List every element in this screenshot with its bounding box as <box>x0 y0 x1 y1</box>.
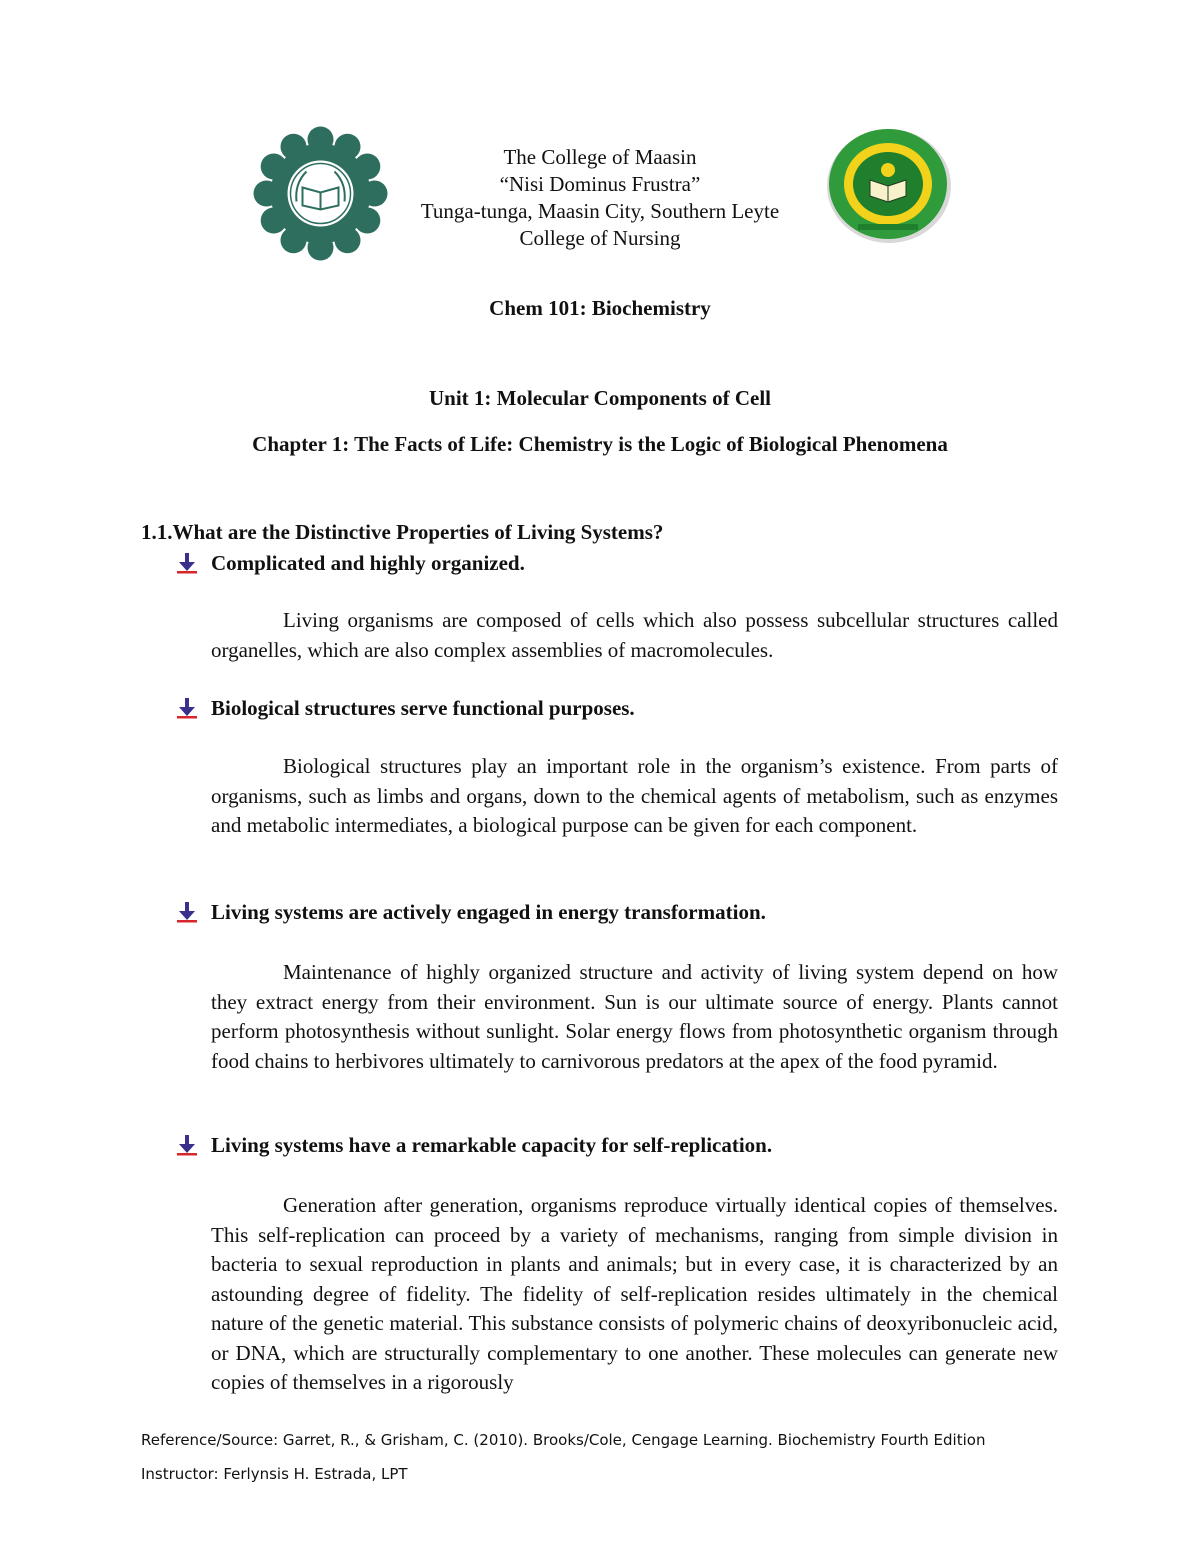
gear-seal-icon <box>253 126 388 261</box>
property-title: Biological structures serve functional purposes. <box>211 696 635 720</box>
property-title: Complicated and highly organized. <box>211 551 525 575</box>
property-paragraph: Generation after generation, organisms reproduce virtually identical copies of themselves. This self-replication can proceed by a variety of mechanisms, ranging from simple division in bacteria to sexual reproduction in plants and animals; but in every case, it is characterized by an astounding degree of fidelity. The fidelity of self-replication resides ultimately in the chemical nature of the genetic material. This substance consists of polymeric chains of deoxyribonucleic acid, or DNA, which are structurally complementary to one another. These molecules can generate new copies of themselves in a rigorously <box>211 1193 1058 1394</box>
course-title: Chem 101: Biochemistry <box>489 296 711 320</box>
section-heading: 1.1.What are the Distinctive Properties of Living Systems? <box>141 520 664 544</box>
arrow-down-bullet-icon <box>176 1134 198 1156</box>
property-paragraph: Living organisms are composed of cells which also possess subcellular structures called organelles, which are also complex assemblies of macromolecules. <box>211 608 1058 662</box>
college-address: Tunga-tunga, Maasin City, Southern Leyte <box>420 199 780 223</box>
property-paragraph: Biological structures play an important role in the organism’s existence. From parts of organisms, such as limbs and organs, down to the chemical agents of metabolism, such as enzymes and metabolic intermediates, a biological purpose can be given for each component. <box>211 754 1058 837</box>
property-title: Living systems have a remarkable capacity for self-replication. <box>211 1133 773 1157</box>
college-seal-right-logo <box>824 126 954 244</box>
college-seal-left-logo <box>253 126 388 261</box>
arrow-down-bullet-icon <box>176 697 198 719</box>
property-bullet <box>176 900 766 925</box>
book-seal-icon <box>824 126 954 244</box>
college-name: The College of Maasin <box>503 145 697 169</box>
arrow-down-bullet-icon <box>176 552 198 574</box>
institution-header <box>380 144 820 252</box>
reference-footer: Reference/Source: Garret, R., & Grisham, C. (2010). Brooks/Cole, Cengage Learning. Biochemistry Fourth Edition <box>141 1431 986 1449</box>
instructor-footer: Instructor: Ferlynsis H. Estrada, LPT <box>141 1465 408 1483</box>
property-bullet <box>176 1133 772 1158</box>
college-motto: “Nisi Dominus Frustra” <box>499 172 701 196</box>
department-name: College of Nursing <box>519 226 681 250</box>
property-title: Living systems are actively engaged in energy transformation. <box>211 900 766 924</box>
unit-title: Unit 1: Molecular Components of Cell <box>429 386 771 410</box>
arrow-down-bullet-icon <box>176 901 198 923</box>
property-bullet <box>176 551 525 576</box>
property-bullet <box>176 696 635 721</box>
chapter-title: Chapter 1: The Facts of Life: Chemistry is the Logic of Biological Phenomena <box>252 432 948 456</box>
property-paragraph: Maintenance of highly organized structure and activity of living system depend on how they extract energy from their environment. Sun is our ultimate source of energy. Plants cannot perform photosynthesis without sunlight. Solar energy flows from photosynthetic organism through food chains to herbivores ultimately to carnivorous predators at the apex of the food pyramid. <box>211 960 1058 1073</box>
